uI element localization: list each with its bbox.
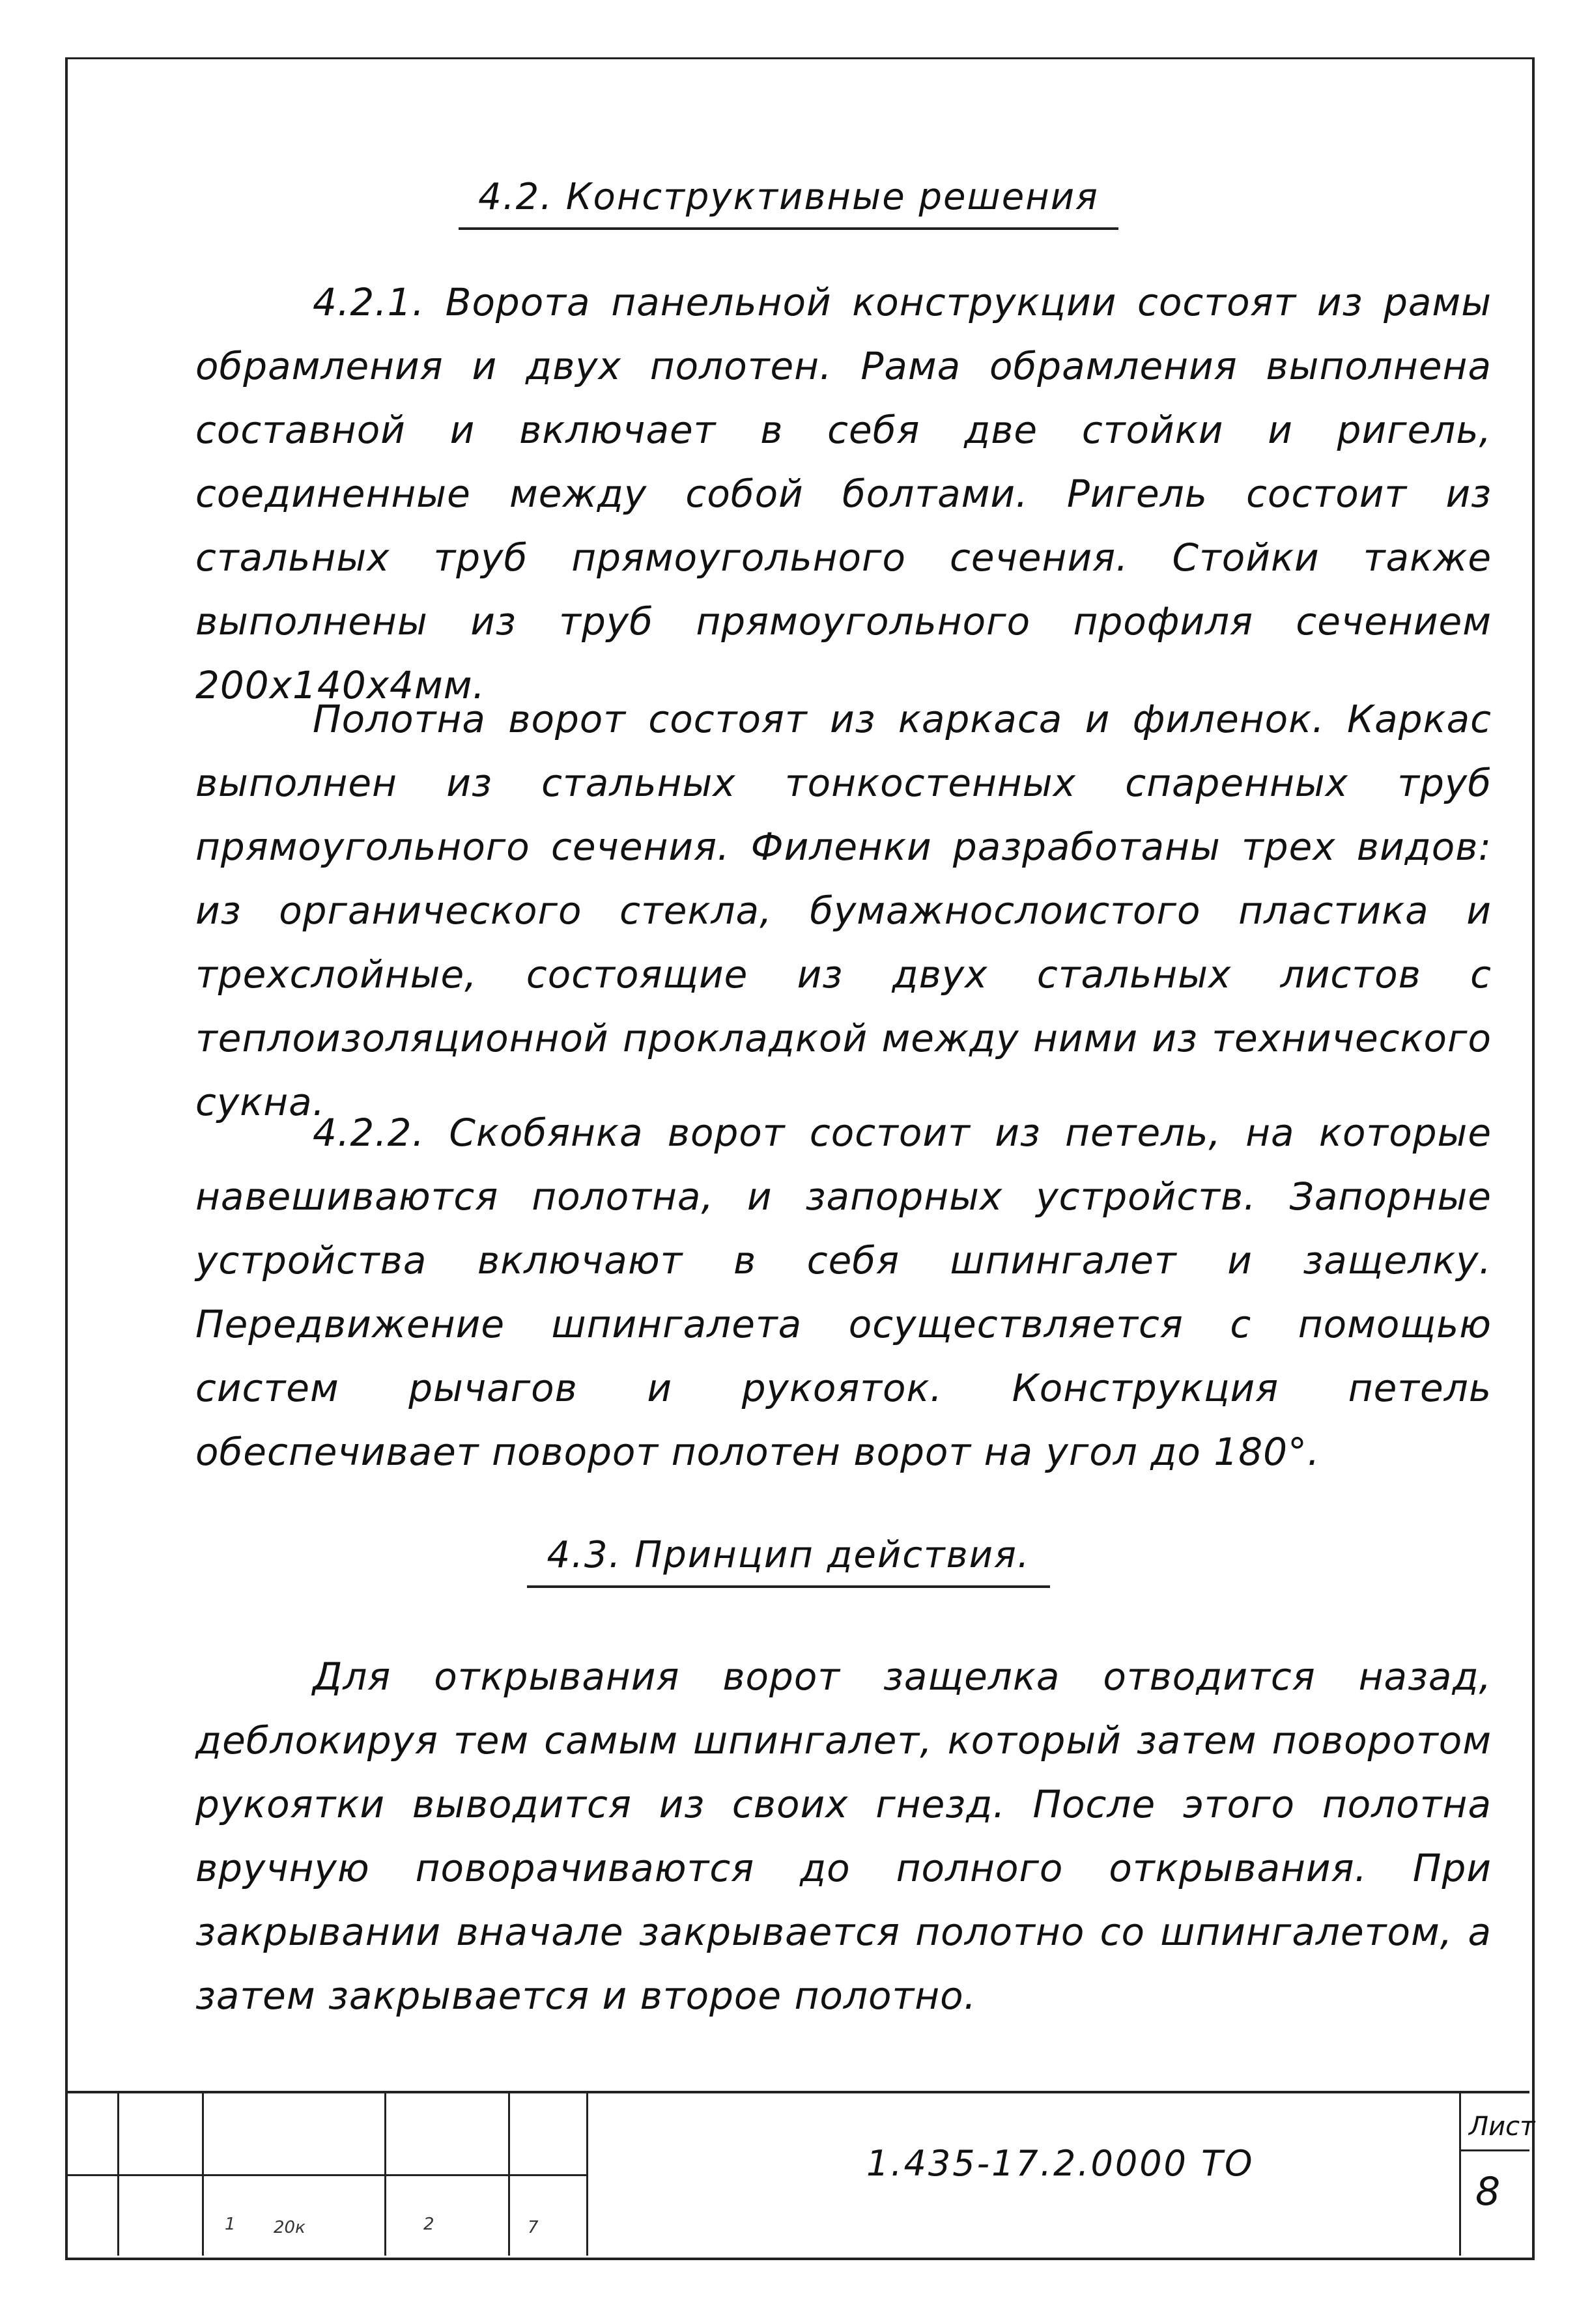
paragraph-4-3: Для открывания ворот защелка отводится назад, деблокируя тем самым шпингалет, который затем поворотом рукоятки выводится из своих гнезд. После этого полотна вручную поворачиваются до полного открывания. При закрывании вначале закрывается полотно со шпингалетом, а затем закрывается и второе полотно. [195,1654,1492,2018]
document-code: 1.435-17.2.0000 ТО [866,2143,1255,2184]
paragraph-panels: Полотна ворот состоят из каркаса и филенок. Каркас выполнен из стальных тонкостенных спаренных труб прямоугольного сечения. Филенки разработаны трех видов: из органического стекла, бумажнослоистого пластика и трехслойные, состоящие из двух стальных листов с теплоизоляционной прокладкой между ними из технического сукна. [195,697,1492,1124]
stamp-col-line [586,2091,588,2256]
stamp-sheet-line [1459,2149,1529,2151]
stamp-cell: 2 [423,2215,434,2234]
heading-text: 4.3. Принцип действия. [527,1534,1049,1588]
sheet-number: 8 [1475,2169,1501,2215]
stamp-col-line [202,2091,204,2256]
section-heading-4-3 [0,1534,1577,1588]
stamp-top-line [65,2091,1529,2093]
sheet-label: Лист [1469,2112,1535,2142]
stamp-col-line [117,2091,119,2256]
stamp-col-line [1459,2091,1461,2256]
stamp-cell: 1 [225,2215,236,2234]
stamp-col-line [508,2091,510,2256]
paragraph-4-2-2: 4.2.2. Скобянка ворот состоит из петель, на которые навешиваются полотна, и запорных устройств. Запорные устройства включают в себя шпингалет и защелку. Передвижение шпингалета осуществляется с помощью систем рычагов и рукояток. Конструкция петель обеспечивает поворот полотен ворот на угол до 180°. [195,1111,1492,1474]
stamp-col-line [384,2091,386,2256]
stamp-cell: 20к [274,2218,305,2237]
heading-text: 4.2. Конструктивные решения [459,176,1118,230]
section-heading-4-2 [0,176,1577,230]
paragraph-4-2-1: 4.2.1. Ворота панельной конструкции состоят из рамы обрамления и двух полотен. Рама обрамления выполнена составной и включает в себя две стойки и ригель, соединенные между собой болтами. Ригель состоит из стальных труб прямоугольного сечения. Стойки также выполнены из труб прямоугольного профиля сечением 200х140х4мм. [195,280,1492,707]
stamp-cell: 7 [528,2218,539,2237]
